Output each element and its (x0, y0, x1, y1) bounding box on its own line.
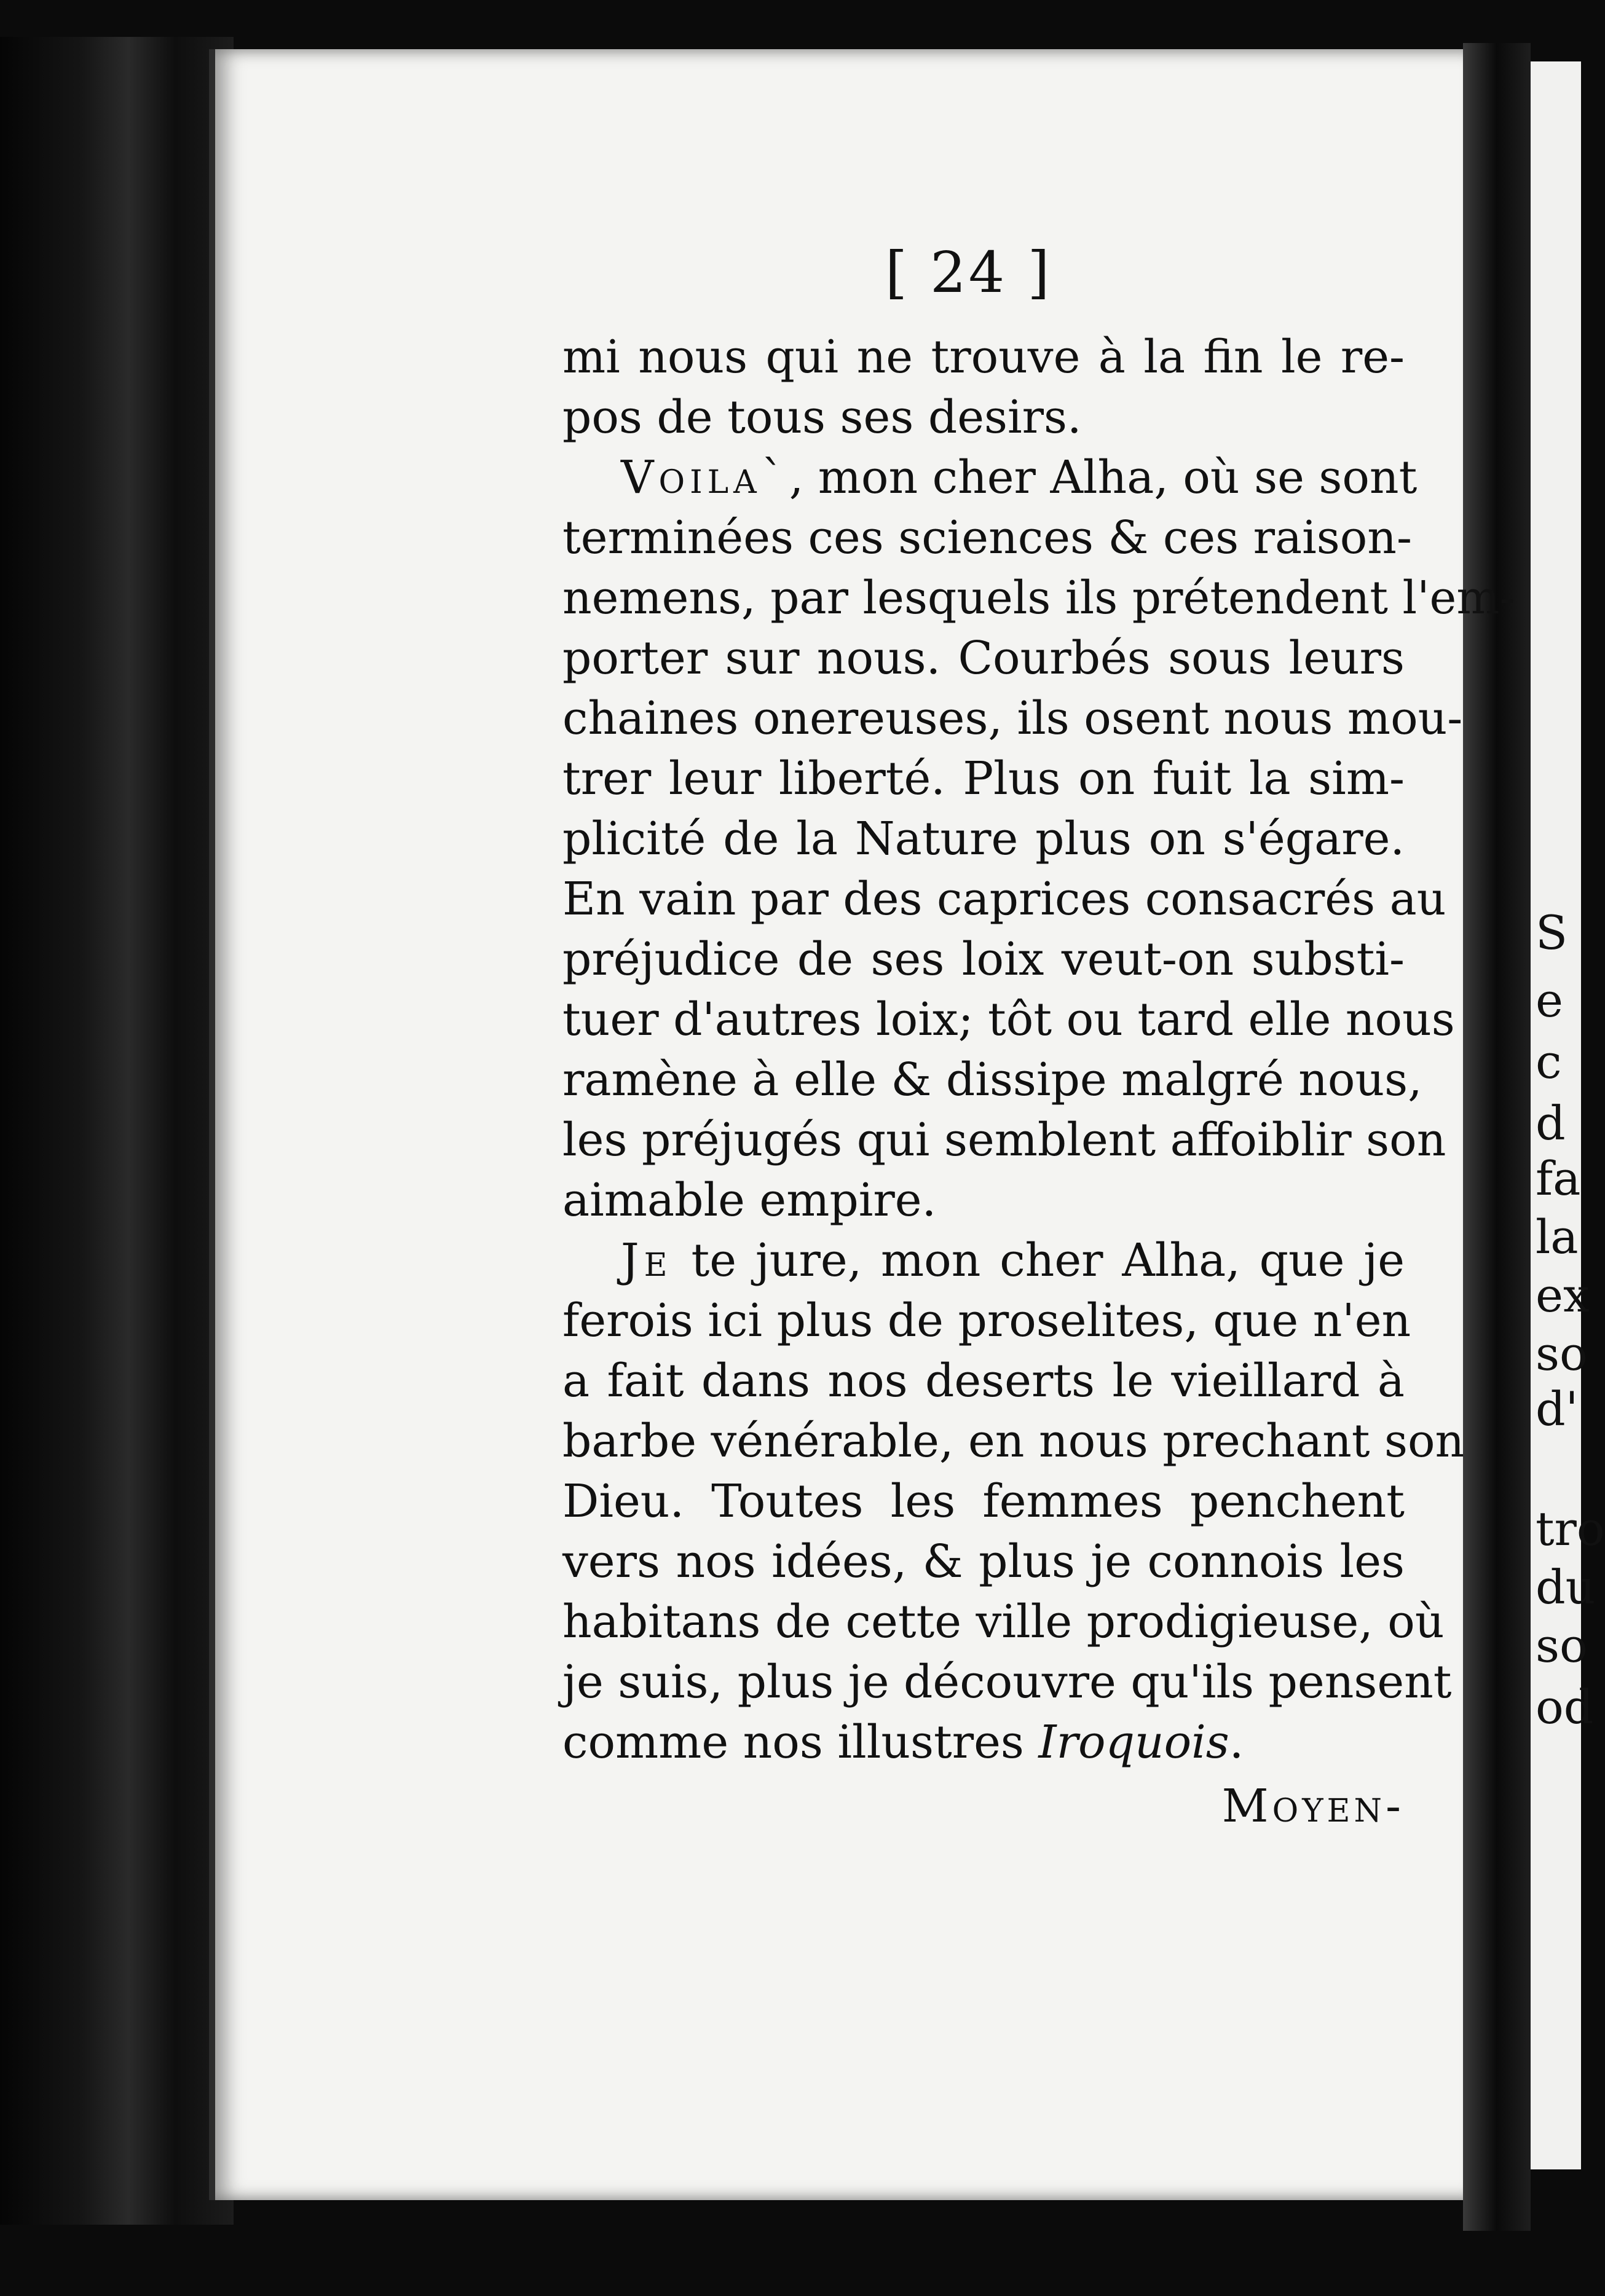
facing-page-fragment: tro (1536, 1501, 1605, 1556)
italic-word: Iroquois (1038, 1716, 1229, 1769)
facing-page-edge (1531, 61, 1605, 2169)
text-line (562, 749, 1405, 809)
line-text: vers nos idées, & plus je connois les (562, 1535, 1405, 1588)
text-line (562, 1230, 1405, 1291)
facing-page-fragment: du (1536, 1560, 1596, 1614)
facing-page-fragment: S (1536, 905, 1568, 960)
text-line (562, 1652, 1452, 1712)
catchword-line (562, 1772, 1405, 1836)
line-text: Dieu. Toutes les femmes penchent (562, 1475, 1405, 1528)
text-line (562, 1592, 1445, 1652)
page-body-text (562, 327, 1515, 1836)
facing-page-fragment: d (1536, 1096, 1566, 1150)
line-text: En vain par des caprices consacrés au (562, 873, 1446, 926)
line-text: plicité de la Nature plus on s'égare. (562, 812, 1405, 865)
book-binding-edge (0, 37, 234, 2225)
facing-page-fragment: od (1536, 1680, 1594, 1734)
line-text: ferois ici plus de proselites, que n'en (562, 1294, 1411, 1347)
line-text: barbe vénérable, en nous prechant son (562, 1415, 1465, 1468)
text-line (562, 568, 1515, 628)
catchword: Moyen- (1221, 1780, 1405, 1833)
line-text: préjudice de ses loix veut-on substi- (562, 933, 1405, 986)
line-text: trer leur liberté. Plus on fuit la sim- (562, 752, 1405, 805)
line-text: aimable empire. (562, 1174, 937, 1227)
text-line (562, 1712, 1405, 1772)
line-text: tuer d'autres loix; tôt ou tard elle nous (562, 993, 1455, 1046)
line-text: porter sur nous. Courbés sous leurs (562, 632, 1405, 685)
facing-page-fragment: c (1536, 1034, 1562, 1089)
paragraph-lead-word: Je (621, 1234, 672, 1287)
text-line (562, 869, 1446, 929)
line-text: a fait dans nos deserts le vieillard à (562, 1354, 1405, 1407)
text-line (562, 1050, 1422, 1110)
text-line (562, 447, 1418, 508)
facing-page-fragment: fa (1536, 1151, 1581, 1206)
text-line (562, 387, 1405, 447)
facing-page-fragment: d' (1536, 1382, 1579, 1436)
line-text: ramène à elle & dissipe malgré nous, (562, 1053, 1422, 1106)
text-line (562, 628, 1405, 688)
text-line (562, 1531, 1405, 1592)
line-text: chaines onereuses, ils osent nous mou- (562, 692, 1463, 745)
paragraph-lead-word: Voila` (621, 451, 789, 504)
text-line (562, 1170, 1405, 1230)
line-text: habitans de cette ville prodigieuse, où (562, 1595, 1445, 1648)
line-text: nemens, par lesquels ils prétendent l'em- (562, 572, 1515, 624)
facing-page-fragment: ex (1536, 1268, 1590, 1323)
text-line (562, 929, 1405, 989)
text-line (562, 508, 1412, 568)
facing-page-fragment: so (1536, 1326, 1588, 1381)
line-text: pos de tous ses desirs. (562, 391, 1082, 444)
facing-page-fragment: so (1536, 1618, 1588, 1673)
text-line (562, 1411, 1465, 1471)
line-text: je suis, plus je découvre qu'ils pensent (562, 1656, 1452, 1708)
text-line (562, 989, 1455, 1050)
facing-page-fragment: la (1536, 1209, 1579, 1264)
text-line (562, 1110, 1446, 1170)
text-line (562, 327, 1405, 387)
line-tail: . (1229, 1716, 1244, 1769)
line-text: terminées ces sciences & ces raison- (562, 511, 1412, 564)
line-text: mi nous qui ne trouve à la fin le re- (562, 331, 1405, 383)
line-text: les préjugés qui semblent affoiblir son (562, 1114, 1446, 1166)
page-gutter (1463, 43, 1531, 2231)
text-line (562, 688, 1463, 749)
text-line (562, 1291, 1411, 1351)
page-number: [ 24 ] (885, 240, 1052, 305)
line-text: , mon cher Alha, où se sont (789, 451, 1418, 504)
line-text: comme nos illustres (562, 1716, 1039, 1769)
text-line (562, 809, 1405, 869)
facing-page-fragment: e (1536, 973, 1563, 1028)
text-line (562, 1471, 1405, 1531)
text-line (562, 1351, 1405, 1411)
line-text: te jure, mon cher Alha, que je (672, 1234, 1405, 1287)
